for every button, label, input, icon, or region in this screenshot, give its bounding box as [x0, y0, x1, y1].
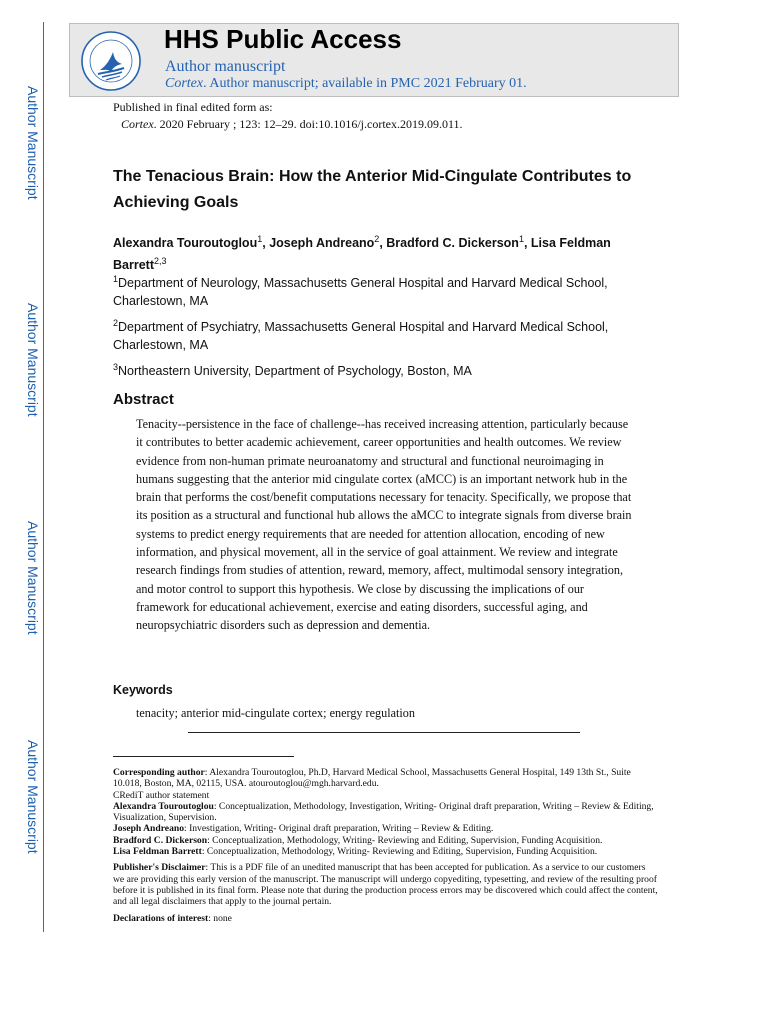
- author-name: Joseph Andreano: [269, 236, 375, 251]
- contribution-item: [113, 846, 658, 857]
- header-title: HHS Public Access: [164, 24, 402, 54]
- author-affil-sup: 2: [374, 234, 380, 244]
- side-label-author-manuscript: Author Manuscript: [25, 740, 41, 854]
- interest-label: Declarations of interest: [113, 912, 209, 924]
- contribution-text: : Investigation, Writing- Original draft preparation, Writing – Review & Editing.: [184, 823, 494, 835]
- author-affil-sup: 1: [518, 234, 524, 244]
- affiliation-text: Department of Psychiatry, Massachusetts General Hospital and Harvard Medical School, Charlestown, MA: [113, 320, 609, 353]
- interest-text: : none: [208, 912, 232, 924]
- side-label-author-manuscript: Author Manuscript: [25, 521, 41, 635]
- author-name: Bradford C. Dickerson: [386, 236, 519, 251]
- keywords-heading: Keywords: [113, 683, 173, 697]
- contribution-text: : Conceptualization, Methodology, Writing- Reviewing and Editing, Supervision, Funding Acquisition.: [207, 834, 603, 846]
- contributor-name: Alexandra Touroutoglou: [113, 800, 214, 812]
- contribution-item: [113, 801, 658, 824]
- footnotes: [113, 767, 658, 924]
- affiliation-sup: 2: [113, 318, 119, 328]
- contribution-text: : Conceptualization, Methodology, Writing- Reviewing and Editing, Supervision, Funding Acquisition.: [201, 846, 598, 858]
- footnote-divider: [113, 756, 294, 757]
- contribution-text: : Conceptualization, Methodology, Investigation, Writing- Original draft preparation, Writing – Review & Editing, Visualization, Supervision.: [113, 800, 654, 824]
- affiliation-sup: 3: [113, 362, 119, 372]
- citation-details[interactable]: . 2020 February ; 123: 12–29. doi:10.1016/j.cortex.2019.09.011.: [153, 117, 463, 131]
- author-list: Alexandra Touroutoglou$^1$, Joseph Andreano$^2$, Bradford C. Dickerson$^1$, Lisa Feldman Barrett$^{2,3}$: [113, 234, 611, 273]
- contribution-item: [113, 835, 658, 846]
- corresponding-author-note: [113, 767, 658, 790]
- disclaimer-label: Publisher's Disclaimer: [113, 862, 206, 874]
- side-label-author-manuscript: Author Manuscript: [25, 303, 41, 417]
- contributor-name: Joseph Andreano: [113, 823, 184, 835]
- author-affil-sup: 1: [257, 234, 263, 244]
- header-availability: [165, 76, 527, 92]
- published-in-label: Published in final edited form as:: [113, 100, 273, 114]
- affiliation: [113, 314, 643, 354]
- citation: [121, 117, 463, 132]
- affiliation: [113, 358, 643, 380]
- contributor-name: Bradford C. Dickerson: [113, 834, 208, 846]
- disclaimer-text: : This is a PDF file of an unedited manuscript that has been accepted for publication. As a service to our customers we are providing this early version of the manuscript. The manuscript will undergo copyediting, typesetting, and review of the resulting proof before it is published in its final form. Please note that during the production process errors may be discovered which could affect the content, and all legal disclaimers that apply to the journal pertain.: [113, 862, 658, 908]
- affiliation-text: Northeastern University, Department of Psychology, Boston, MA: [118, 364, 472, 379]
- declarations-of-interest: [113, 913, 658, 924]
- side-label-author-manuscript: Author Manuscript: [25, 86, 41, 200]
- availability-text: . Author manuscript; available in PMC 2021 February 01.: [203, 76, 527, 91]
- header-subtitle: Author manuscript: [165, 58, 286, 75]
- contribution-item: [113, 823, 658, 834]
- corresponding-author-text: : Alexandra Touroutoglou, Ph.D, Harvard Medical School, Massachusetts General Hospital, 149 13th St., Suite 10.018, Boston, MA, 02115, USA. atouroutoglou@mgh.harvard.edu.: [113, 767, 631, 790]
- corresponding-author-label: Corresponding author: [113, 767, 205, 778]
- author-affil-sup: 2,3: [154, 256, 167, 267]
- publisher-disclaimer: [113, 862, 658, 907]
- journal-name[interactable]: Cortex: [165, 76, 204, 91]
- hhs-eagle-seal-icon: [80, 30, 142, 92]
- affiliation-text: Department of Neurology, Massachusetts General Hospital and Harvard Medical School, Charlestown, MA: [113, 276, 608, 309]
- author-name: Alexandra Touroutoglou: [113, 236, 258, 251]
- affiliation: [113, 270, 643, 310]
- author-name: Lisa Feldman Barrett: [113, 236, 611, 273]
- abstract-text: Tenacity--persistence in the face of challenge--has received increasing attention, particularly because it contributes to better academic achievement, career opportunities and health outcomes. We review evidence from non-human primate neuroanatomy and structural and functional neuroimaging in humans suggesting that the anterior mid cingulate cortex (aMCC) is an important network hub in the brain that performs the cost/benefit computations necessary for tenacity. Specifically, we propose that its position as a structural and functional hub allows the aMCC to integrate signals from diverse brain systems to predict energy requirements that are needed for attention allocation, encoding of new information, and physical movement, all in the service of goal attainment. We review and integrate research findings from studies of attention, reward, memory, affect, multimodal sensory integration, and motor control to support this hypothesis. We close by discussing the implications of our framework for educational achievement, exercise and eating disorders, successful aging, and neuropsychiatric disorders such as depression and dementia.: [136, 417, 632, 633]
- article-title: The Tenacious Brain: How the Anterior Mid-Cingulate Contributes to Achieving Goals: [113, 168, 632, 211]
- margin-rule: [43, 22, 44, 932]
- keywords-text: tenacity; anterior mid-cingulate cortex; energy regulation: [136, 706, 415, 720]
- affiliation-sup: 1: [113, 274, 119, 284]
- contributor-name: Lisa Feldman Barrett: [113, 846, 202, 858]
- credit-statement-heading: CRediT author statement: [113, 789, 210, 801]
- citation-journal: Cortex: [121, 117, 154, 131]
- section-divider: [188, 732, 580, 733]
- abstract-heading: Abstract: [113, 391, 174, 408]
